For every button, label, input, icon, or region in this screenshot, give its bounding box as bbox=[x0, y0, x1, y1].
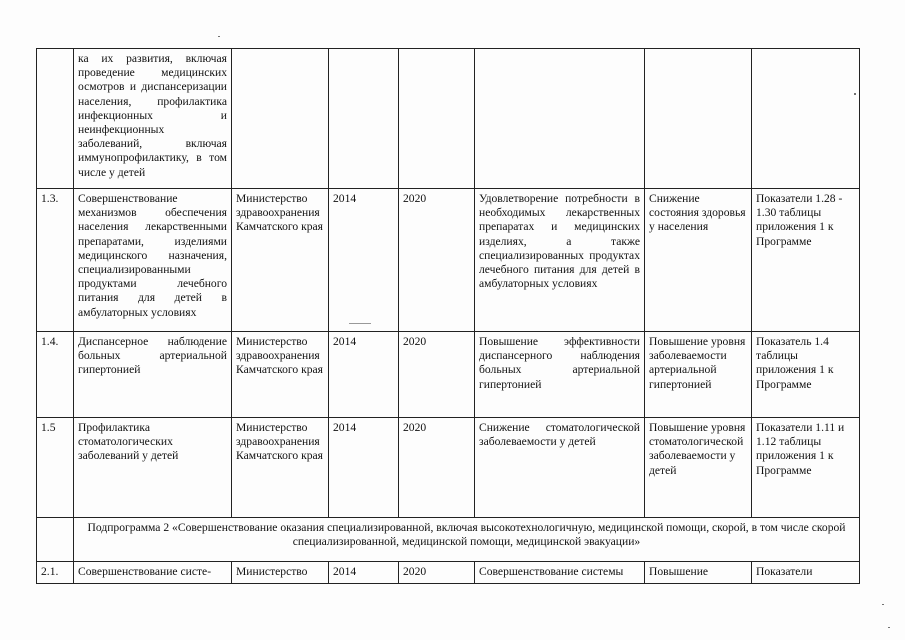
scan-speck bbox=[854, 93, 856, 95]
result-cell: Удовлетворение потребности в необходимых лекарственных препаратах и медицинских изделиях, а также специализированных продуктах лечебного питания для детей в амбулаторных условиях bbox=[475, 189, 645, 332]
row-number: 2.1. bbox=[37, 562, 74, 584]
consequence-cell: Снижение состояния здоровья у населения bbox=[645, 189, 752, 332]
consequence-cell: Повышение уровня заболеваемости артериальной гипертонией bbox=[645, 332, 752, 418]
scan-speck bbox=[888, 627, 890, 628]
indicator-link-cell: Показатель 1.4 таблицы приложения 1 к Программе bbox=[752, 332, 860, 418]
result-cell: Совершенствование системы bbox=[475, 562, 645, 584]
row-number: 1.5 bbox=[37, 418, 74, 518]
row-number: 1.3. bbox=[37, 189, 74, 332]
start-year-cell: 2014 bbox=[329, 332, 399, 418]
end-year-cell: 2020 bbox=[399, 562, 475, 584]
result-cell: Снижение стоматологической заболеваемости у детей bbox=[475, 418, 645, 518]
measure-cell: Диспансерное наблюдение больных артериальной гипертонией bbox=[74, 332, 232, 418]
table-row bbox=[37, 189, 860, 332]
indicator-link-cell: Показатели 1.28 - 1.30 таблицы приложения 1 к Программе bbox=[752, 189, 860, 332]
subprogram-row bbox=[37, 518, 860, 562]
measure-cell: Совершенствование систе- bbox=[74, 562, 232, 584]
table-row bbox=[37, 332, 860, 418]
table-row bbox=[37, 49, 860, 189]
measure-cell: ка их развития, включая проведение медицинских осмотров и диспансеризации населения, профилактика инфекционных и неинфекционных заболеваний, включая иммунопрофилактику, в том числе у детей bbox=[74, 49, 232, 189]
start-year-cell: 2014 bbox=[329, 189, 399, 332]
executor-cell: Министерство bbox=[232, 562, 329, 584]
subprogram-heading: Подпрограмма 2 «Совершенствование оказания специализированной, включая высокотехнологичную, медицинской помощи, скорой, в том числе скорой специализированной, медицинской помощи, медицинской эвакуации» bbox=[74, 518, 860, 562]
measure-cell: Профилактика стоматологических заболеваний у детей bbox=[74, 418, 232, 518]
executor-cell bbox=[232, 49, 329, 189]
end-year-cell bbox=[399, 49, 475, 189]
empty-number-cell bbox=[37, 518, 74, 562]
executor-cell: Министерство здравоохранения Камчатского края bbox=[232, 189, 329, 332]
executor-cell: Министерство здравоохранения Камчатского края bbox=[232, 418, 329, 518]
start-year-cell: 2014 bbox=[329, 418, 399, 518]
scan-speck bbox=[349, 323, 371, 324]
start-year-cell bbox=[329, 49, 399, 189]
consequence-cell: Повышение уровня стоматологической заболеваемости у детей bbox=[645, 418, 752, 518]
program-measures-table bbox=[36, 48, 860, 584]
executor-cell: Министерство здравоохранения Камчатского края bbox=[232, 332, 329, 418]
consequence-cell bbox=[645, 49, 752, 189]
table-row bbox=[37, 562, 860, 584]
measure-cell: Совершенствование механизмов обеспечения населения лекарственными препаратами, изделиями медицинского назначения, специализированными продуктами лечебного питания для детей в амбулаторных условиях bbox=[74, 189, 232, 332]
result-cell bbox=[475, 49, 645, 189]
row-number bbox=[37, 49, 74, 189]
indicator-link-cell: Показатели 1.11 и 1.12 таблицы приложения 1 к Программе bbox=[752, 418, 860, 518]
consequence-cell: Повышение bbox=[645, 562, 752, 584]
scan-speck bbox=[882, 604, 884, 605]
end-year-cell: 2020 bbox=[399, 418, 475, 518]
end-year-cell: 2020 bbox=[399, 332, 475, 418]
row-number: 1.4. bbox=[37, 332, 74, 418]
end-year-cell: 2020 bbox=[399, 189, 475, 332]
indicator-link-cell: Показатели bbox=[752, 562, 860, 584]
start-year-cell: 2014 bbox=[329, 562, 399, 584]
result-cell: Повышение эффективности диспансерного наблюдения больных артериальной гипертонией bbox=[475, 332, 645, 418]
indicator-link-cell bbox=[752, 49, 860, 189]
scan-speck bbox=[218, 36, 220, 37]
table-row bbox=[37, 418, 860, 518]
